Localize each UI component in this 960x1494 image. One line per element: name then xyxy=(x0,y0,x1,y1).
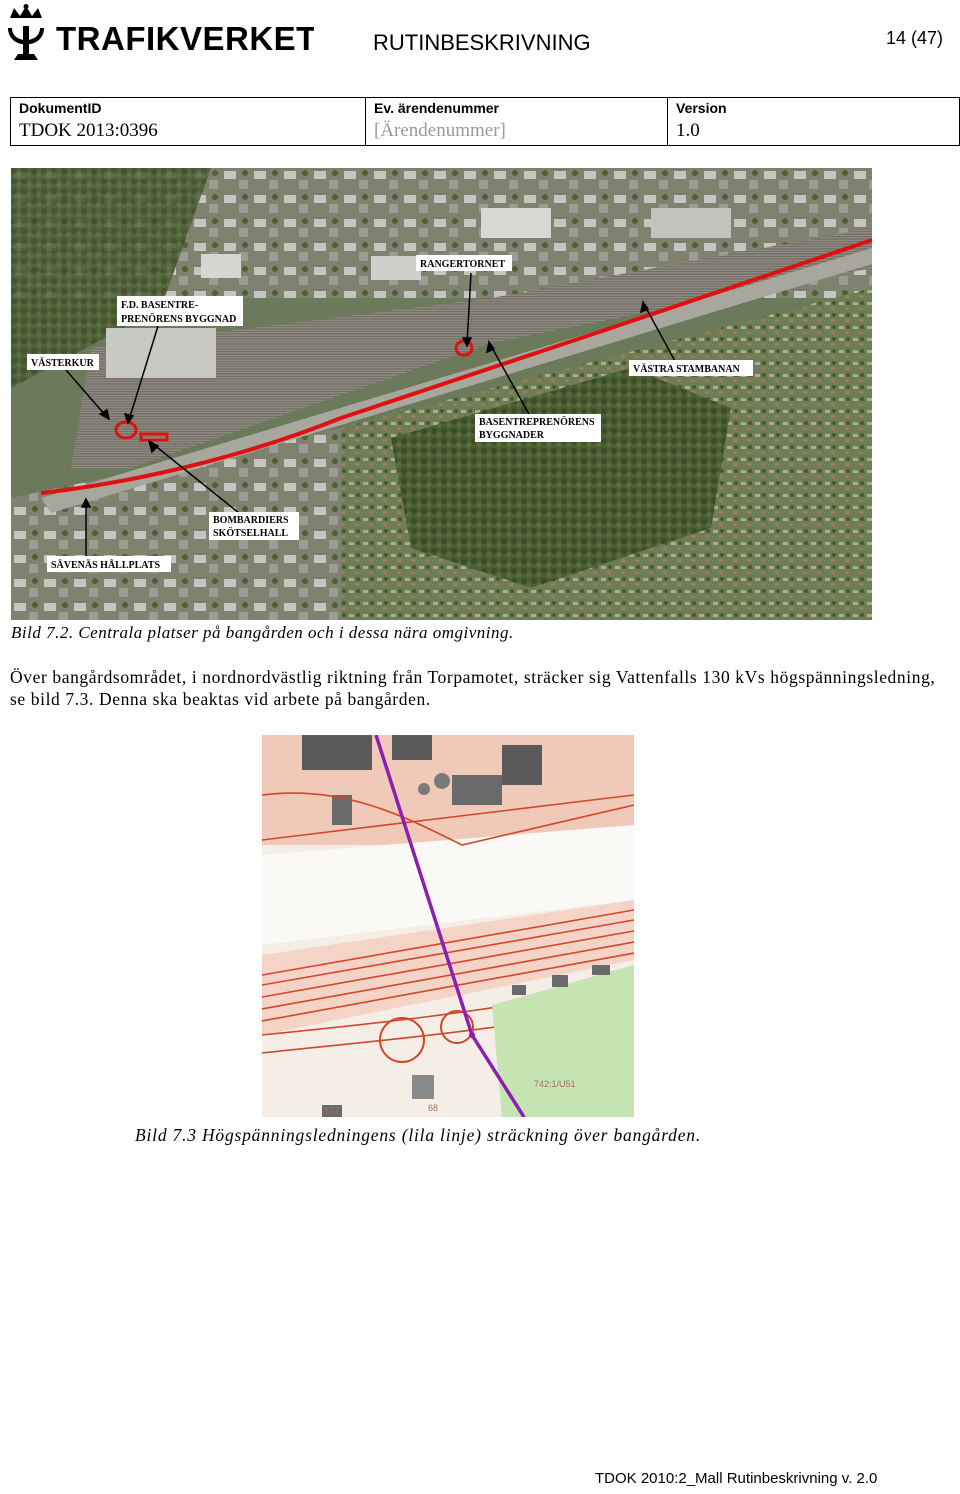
label-bombardier xyxy=(209,512,299,540)
body-paragraph: Över bangårdsområdet, i nordnordvästlig riktning från Torpamotet, sträcker sig Vattenfalls 130 kVs högspänningsledning, se bild 7.3. Denna ska beaktas vid arbete på bangården. xyxy=(10,667,936,709)
label-vasterkur xyxy=(27,354,99,370)
map-parcel-label: 742:1/U51 xyxy=(534,1079,576,1089)
document-meta-table xyxy=(10,97,960,146)
figure1-caption: Bild 7.2. Centrala platser på bangården och i dessa nära omgivning. xyxy=(11,623,514,642)
page-number: 14 (47) xyxy=(886,28,944,48)
doc-id-value: TDOK 2013:0396 xyxy=(19,120,158,141)
svg-text:RANGERTORNET: RANGERTORNET xyxy=(420,259,506,270)
brand-name: TRAFIKVERKET xyxy=(56,20,314,57)
meta-cell-case xyxy=(365,98,668,145)
svg-text:BYGGNADER: BYGGNADER xyxy=(479,430,545,441)
case-number-label: Ev. ärendenummer xyxy=(374,100,500,116)
svg-text:F.D. BASENTRE-: F.D. BASENTRE- xyxy=(121,300,199,311)
label-rangertornet xyxy=(416,255,512,271)
version-label: Version xyxy=(676,100,727,116)
label-contractor-buildings xyxy=(475,414,601,442)
svg-text:SKÖTSELHALL: SKÖTSELHALL xyxy=(213,528,289,539)
svg-text:VÄSTERKUR: VÄSTERKUR xyxy=(31,358,94,369)
svg-text:BOMBARDIERS: BOMBARDIERS xyxy=(213,515,289,526)
svg-text:SÄVENÄS HÅLLPLATS: SÄVENÄS HÅLLPLATS xyxy=(51,560,161,571)
svg-text:VÄSTRA STAMBANAN: VÄSTRA STAMBANAN xyxy=(633,364,740,375)
aerial-photo-rail-yard xyxy=(11,168,872,620)
meta-cell-docid xyxy=(11,98,365,145)
doc-id-label: DokumentID xyxy=(19,100,102,116)
svg-text:BASENTREPRENÖRENS: BASENTREPRENÖRENS xyxy=(479,417,595,428)
crown-emblem-icon xyxy=(8,4,44,60)
map-number-177: 177 xyxy=(324,1106,340,1116)
meta-cell-version xyxy=(667,98,960,145)
label-former-contractor xyxy=(117,296,243,326)
map-number-68: 68 xyxy=(428,1103,439,1113)
label-savenas xyxy=(47,556,171,572)
svg-text:PRENÖRENS BYGGNAD: PRENÖRENS BYGGNAD xyxy=(121,314,237,325)
trafikverket-logo xyxy=(4,4,314,64)
case-number-value: [Ärendenummer] xyxy=(374,120,506,141)
building-former-contractor xyxy=(106,328,216,378)
document-type: RUTINBESKRIVNING xyxy=(373,30,591,55)
footer-template-id: TDOK 2010:2_Mall Rutinbeskrivning v. 2.0 xyxy=(595,1470,878,1487)
figure2-caption: Bild 7.3 Högspänningsledningens (lila linje) sträckning över bangården. xyxy=(135,1125,702,1145)
label-vastra-stambanan xyxy=(629,360,753,376)
power-line-map xyxy=(262,735,634,1117)
version-value: 1.0 xyxy=(676,120,700,141)
